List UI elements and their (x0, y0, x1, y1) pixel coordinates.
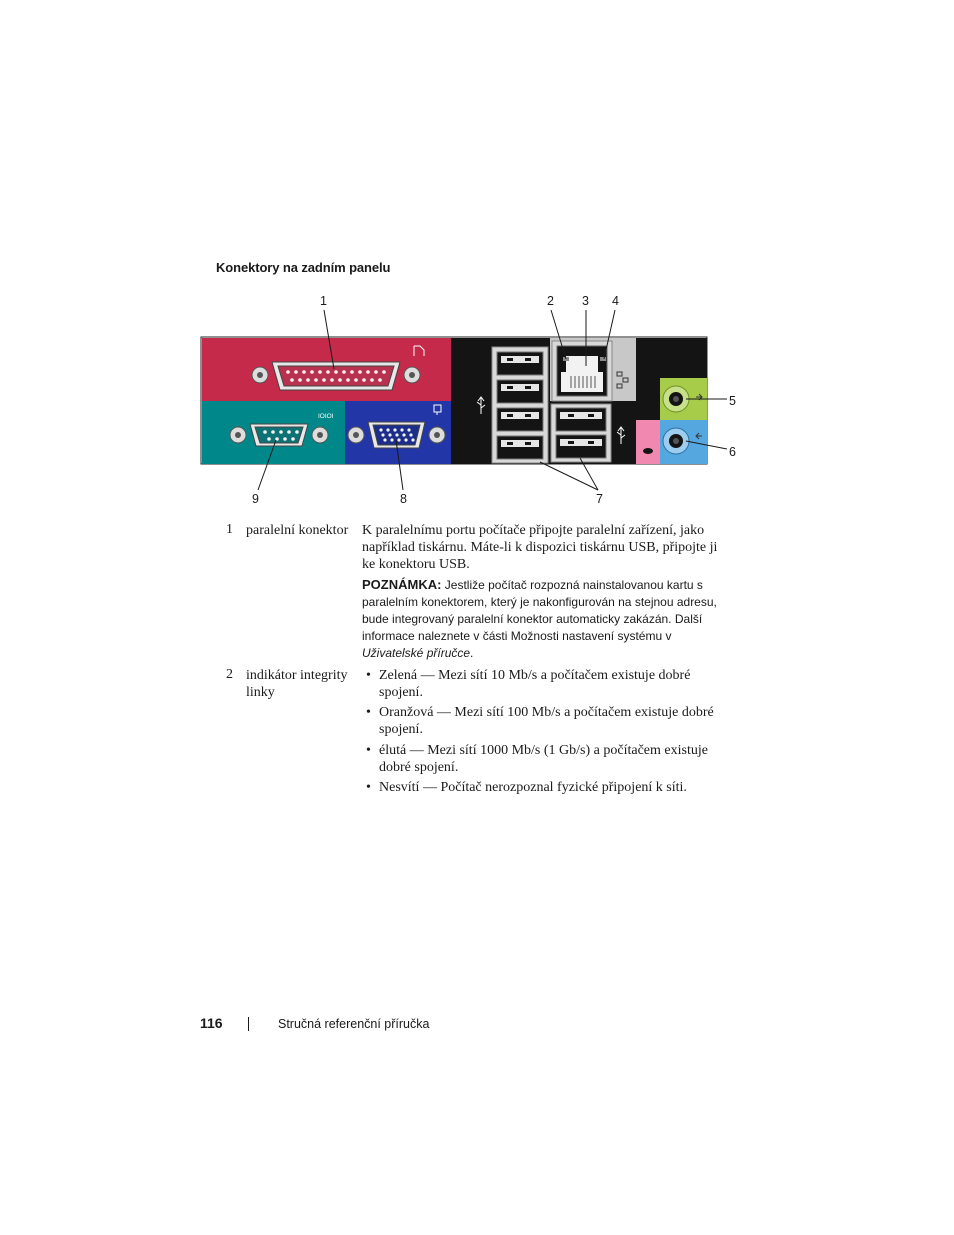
bullet-dot: • (366, 743, 371, 758)
bullet-dot: • (366, 668, 371, 683)
bullet-item (366, 667, 716, 701)
callout-5: 5 (729, 394, 736, 408)
item-note (362, 576, 722, 662)
bullet-dot: • (366, 705, 371, 720)
page-number: 116 (200, 1015, 223, 1031)
note-italic: Uživatelské příručce (362, 646, 471, 660)
back-panel-figure (0, 0, 954, 520)
bullet-item (366, 779, 716, 796)
callout-2: 2 (547, 294, 554, 308)
bullet-text: Nesvítí — Počítač nerozpoznal fyzické připojení k síti. (379, 780, 687, 795)
bullet-item (366, 742, 716, 776)
note-text: Jestliže počítač rozpozná nainstalovanou kartu s paralelním konektorem, který je nakonfigurován na stejnou adresu, bude integrovaný paralelní konektor automaticky zakázán. Další informace naleznete v části Možnosti nastavení systému v (362, 578, 717, 643)
line-in-jack (660, 420, 707, 464)
usb-stack-right (551, 404, 611, 462)
section-heading: Konektory na zadním panelu (216, 260, 391, 275)
bullet-text: Zelená — Mezi sítí 10 Mb/s a počítačem existuje dobré spojení. (379, 668, 691, 700)
note-end: . (470, 646, 474, 660)
item-description: K paralelnímu portu počítače připojte paralelní zařízení, jako například tiskárnu. Máte-li k dispozici tiskárnu USB, připojte ji ke konektoru USB. (362, 523, 718, 572)
microphone-icon (643, 448, 653, 454)
item-number: 2 (226, 667, 233, 682)
serial-icon: IOIOI (318, 413, 334, 420)
bullet-text: Oranžová — Mezi sítí 100 Mb/s a počítačem existuje dobré spojení. (379, 705, 714, 737)
callout-8: 8 (400, 492, 407, 506)
item-number: 1 (226, 522, 233, 537)
network-connector (552, 341, 612, 401)
callout-9: 9 (252, 492, 259, 506)
item-term: indikátor integrity linky (246, 668, 348, 700)
callout-1: 1 (320, 294, 327, 308)
usb-stack-left (492, 347, 548, 463)
callout-4: 4 (612, 294, 619, 308)
callout-3: 3 (582, 294, 589, 308)
note-label: POZNÁMKA: (362, 577, 442, 592)
item-term: paralelní konektor (246, 523, 349, 538)
bullet-dot: • (366, 780, 371, 795)
microphone-jack (636, 420, 660, 464)
callout-7: 7 (596, 492, 603, 506)
callout-6: 6 (729, 445, 736, 459)
footer-title: Stručná referenční příručka (278, 1017, 430, 1031)
bullet-item (366, 704, 716, 738)
bullet-text: élutá — Mezi sítí 1000 Mb/s (1 Gb/s) a počítačem existuje dobré spojení. (379, 743, 708, 775)
footer-divider (248, 1017, 249, 1031)
